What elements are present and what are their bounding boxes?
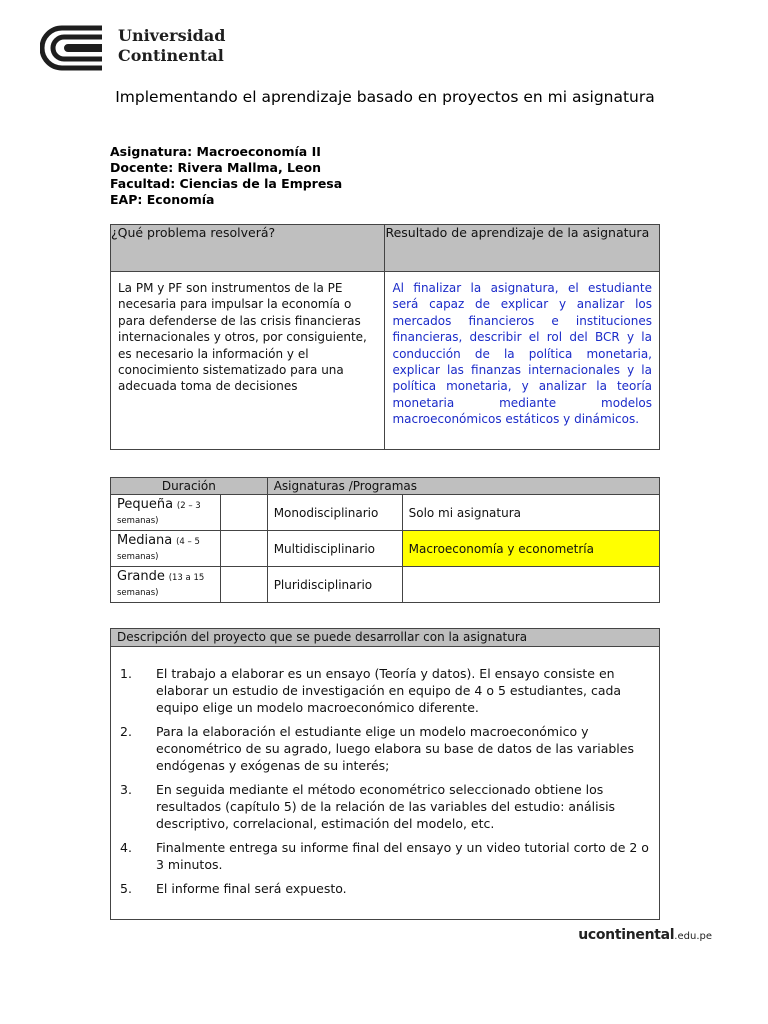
program-type-cell: Monodisciplinario [267, 495, 402, 531]
program-type-cell: Multidisciplinario [267, 531, 402, 567]
duration-cell [111, 531, 221, 567]
item-number: 4. [120, 840, 132, 855]
item-number: 1. [120, 666, 132, 681]
duration-size: Grande [117, 568, 165, 584]
duration-table [110, 477, 660, 603]
logo-wordmark [118, 26, 225, 66]
meta-asignatura: Asignatura: Macroeconomía II [110, 144, 321, 159]
duration-weeks: (2 – 3 semanas) [117, 500, 201, 526]
duration-header-row [111, 478, 660, 495]
description-header-row [111, 629, 660, 647]
description-list [119, 665, 651, 897]
duration-weeks: (4 – 5 semanas) [117, 536, 200, 562]
list-item [119, 665, 651, 716]
table-row [111, 647, 660, 920]
programs-header: Asignaturas /Programas [267, 478, 659, 495]
footer-brand [578, 927, 712, 943]
program-type-cell: Pluridisciplinario [267, 567, 402, 603]
empty-cell [220, 567, 267, 603]
table-row [111, 567, 660, 603]
item-text: En seguida mediante el método econométrico seleccionado obtiene los resultados (capítulo 5) de la relación de las variables del estudio: análisis descriptivo, correlacional, estimación del modelo, etc. [156, 782, 616, 831]
problem-header: ¿Qué problema resolverá? [111, 225, 385, 272]
program-detail-cell [402, 567, 659, 603]
list-item [119, 839, 651, 873]
table-row [111, 272, 660, 450]
result-header: Resultado de aprendizaje de la asignatura [385, 225, 660, 272]
table-row [111, 495, 660, 531]
logo-line-1: Universidad [118, 26, 226, 45]
program-detail-cell: Solo mi asignatura [402, 495, 659, 531]
duration-cell [111, 567, 221, 603]
duration-cell [111, 495, 221, 531]
list-item [119, 723, 651, 774]
result-cell: Al finalizar la asignatura, el estudiante será capaz de explicar y analizar los mercados financieros e instituciones financieras, describir el rol del BCR y la conducción de la política monetaria, explicar las finanzas internacionales y la política monetaria, y analizar la teoría monetaria mediante modelos macroeconómicos estáticos y dinámicos. [385, 272, 660, 450]
description-cell [111, 647, 660, 920]
duration-size: Pequeña [117, 496, 174, 512]
item-text: Para la elaboración el estudiante elige un modelo macroeconómico y econométrico de su agrado, luego elabora su base de datos de las variables endógenas y exógenas de su interés; [156, 724, 634, 773]
item-number: 3. [120, 782, 132, 797]
program-detail-cell-highlighted: Macroeconomía y econometría [402, 531, 659, 567]
item-number: 5. [120, 881, 132, 896]
item-text: El informe final será expuesto. [156, 881, 347, 896]
logo-line-2: Continental [118, 46, 224, 65]
table-header-row [111, 225, 660, 272]
duration-header: Duración [111, 478, 268, 495]
footer-brand-name: ucontinental [578, 927, 675, 943]
project-description-table [110, 628, 660, 920]
problem-result-table [110, 224, 660, 450]
item-text: El trabajo a elaborar es un ensayo (Teoría y datos). El ensayo consiste en elaborar un estudio de investigación en equipo de 4 o 5 estudiantes, cada equipo elige un modelo macroeconómico diferente. [156, 666, 622, 715]
problem-cell: La PM y PF son instrumentos de la PE necesaria para impulsar la economía o para defenderse de las crisis financieras internacionales y otros, por consiguiente, es necesario la información y el conocimiento sistematizado para una adecuada toma de decisiones [111, 272, 385, 450]
meta-docente: Docente: Rivera Mallma, Leon [110, 160, 321, 175]
list-item [119, 880, 651, 897]
meta-eap: EAP: Economía [110, 192, 215, 207]
description-header: Descripción del proyecto que se puede desarrollar con la asignatura [111, 629, 660, 647]
footer-domain: .edu.pe [674, 931, 712, 942]
table-row [111, 531, 660, 567]
list-item [119, 781, 651, 832]
empty-cell [220, 495, 267, 531]
item-text: Finalmente entrega su informe final del ensayo y un video tutorial corto de 2 o 3 minutos. [156, 840, 649, 872]
empty-cell [220, 531, 267, 567]
item-number: 2. [120, 724, 132, 739]
duration-weeks: (13 a 15 semanas) [117, 572, 205, 598]
meta-facultad: Facultad: Ciencias de la Empresa [110, 176, 343, 191]
document-title: Implementando el aprendizaje basado en proyectos en mi asignatura [115, 88, 655, 106]
duration-size: Mediana [117, 532, 173, 548]
course-meta [110, 144, 342, 208]
